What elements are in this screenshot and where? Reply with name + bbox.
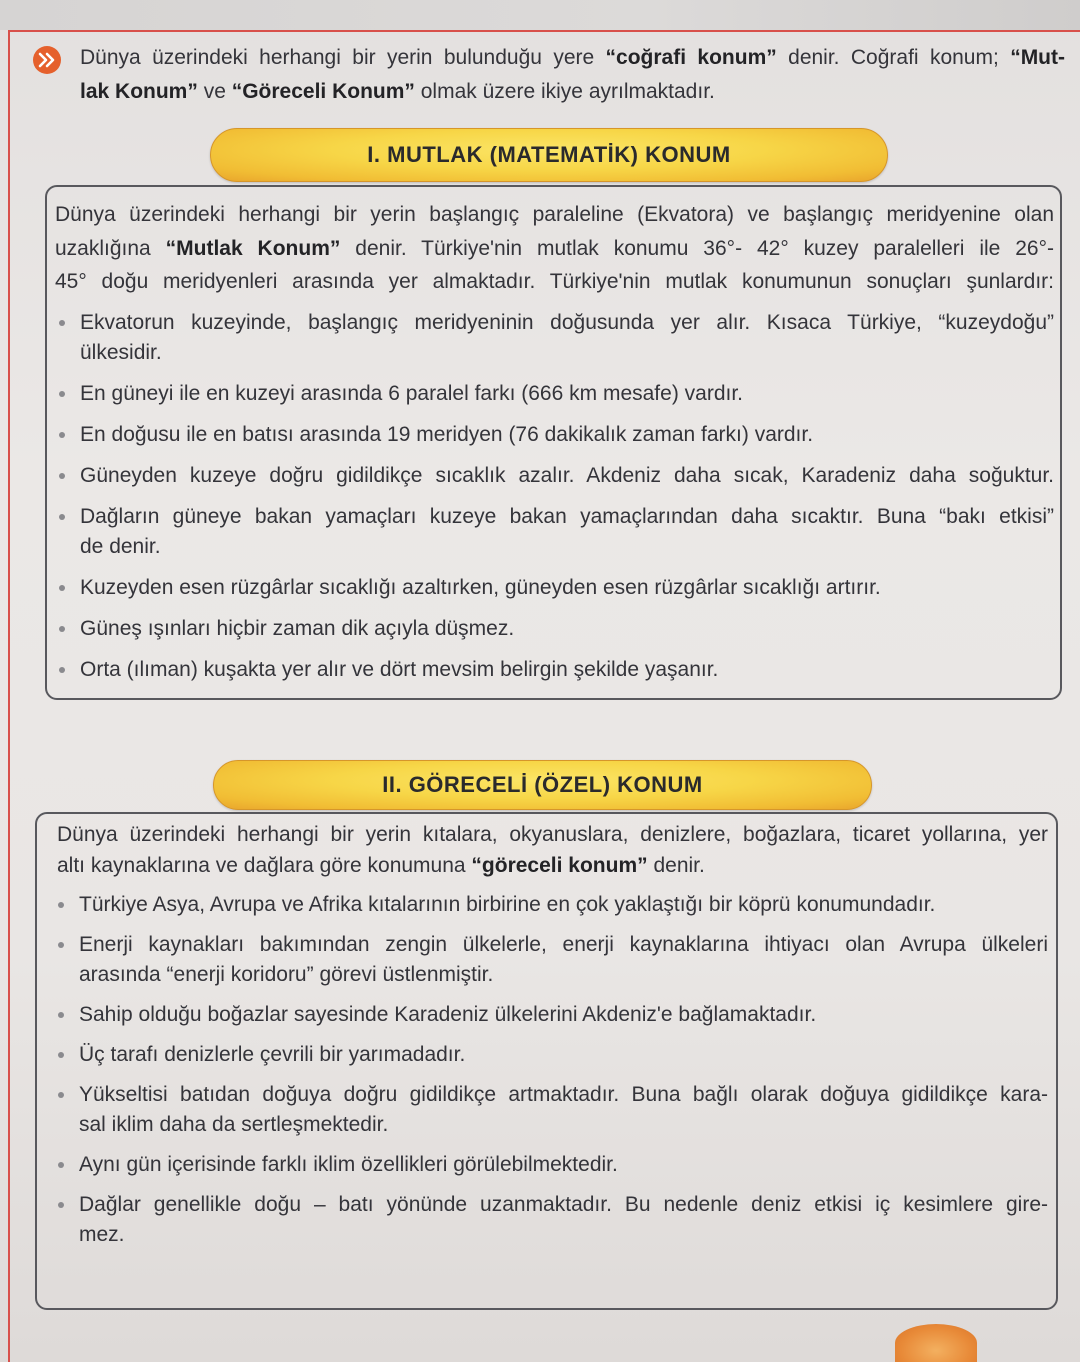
bullet-item (55, 379, 1054, 409)
bullet-item (55, 308, 1054, 368)
bullet-line: ülkesidir. (80, 340, 162, 364)
bullet-line: de denir. (80, 534, 161, 558)
bullet-line: Güneş ışınları hiçbir zaman dik açıyla düşmez. (80, 616, 515, 640)
bold-term: lak Konum” (80, 80, 198, 103)
bullet-dot (59, 320, 65, 326)
bullet-line: Güneyden kuzeye doğru gidildikçe sıcaklık azalır. Akdeniz daha sıcak, Karadeniz daha soğuktur. (80, 463, 1054, 487)
bullet-dot (59, 514, 65, 520)
bullet-item (55, 461, 1054, 491)
bullet-list (57, 890, 1048, 1250)
bullet-item (57, 1040, 1048, 1070)
bullet-dot (58, 1202, 64, 1208)
bold-term: “göreceli konum” (471, 854, 648, 877)
bullet-line: Orta (ılıman) kuşakta yer alır ve dört mevsim belirgin şekilde yaşanır. (80, 657, 719, 681)
double-chevron-right-icon-graphic (32, 45, 62, 75)
section-heading-text: I. MUTLAK (MATEMATİK) KONUM (367, 142, 731, 167)
bullet-dot (58, 942, 64, 948)
text-run: denir. (647, 854, 705, 877)
bullet-dot (59, 585, 65, 591)
bullet-item (55, 502, 1054, 562)
bullet-line: En güneyi ile en kuzeyi arasında 6 paralel farkı (666 km mesafe) vardır. (80, 381, 743, 405)
bullet-line: Ekvatorun kuzeyinde, başlangıç meridyeninin doğusunda yer alır. Kısaca Türkiye, “kuzeydoğu” (80, 310, 1054, 334)
bullet-dot (59, 473, 65, 479)
section-heading-absolute (210, 128, 888, 182)
bullet-line: Üç tarafı denizlerle çevrili bir yarımadadır. (79, 1043, 466, 1066)
thumb-overlay (895, 1324, 977, 1362)
text-run: Dünya üzerindeki herhangi bir yerin kıtalara, okyanuslara, denizlere, boğazlara, ticaret yollarına, yer (57, 823, 1048, 846)
bullet-item (55, 655, 1054, 685)
text-run: 45° doğu meridyenleri arasında yer almaktadır. Türkiye'nin mutlak konumunun sonuçları şunlardır: (55, 270, 1054, 293)
bold-term: “Göreceli Konum” (231, 80, 415, 103)
paragraph-line (55, 198, 1054, 232)
bullet-line: mez. (79, 1223, 125, 1246)
bullet-item (55, 573, 1054, 603)
bullet-item (55, 420, 1054, 450)
bullet-line: Türkiye Asya, Avrupa ve Afrika kıtalarının birbirine en çok yaklaştığı bir köprü konumundadır. (79, 893, 936, 916)
relative-location-box (35, 812, 1058, 1310)
bullet-line: Enerji kaynakları bakımından zengin ülkelerle, enerji kaynaklarına ihtiyacı olan Avrupa ülkeleri (79, 933, 1048, 956)
bullet-dot (59, 626, 65, 632)
text-run: denir. Coğrafi konum; (776, 46, 1011, 69)
bullet-item (57, 930, 1048, 990)
intro-line (80, 75, 1065, 109)
bullet-line: Dağlar genellikle doğu – batı yönünde uzanmaktadır. Bu nedenle deniz etkisi iç kesimlere gire- (79, 1193, 1048, 1216)
bullet-line: arasında “enerji koridoru” görevi üstlenmiştir. (79, 963, 494, 986)
text-run: altı kaynaklarına ve dağlara göre konumuna (57, 854, 472, 877)
paragraph-line (57, 850, 1048, 881)
bullet-dot (59, 667, 65, 673)
text-run: Dünya üzerindeki herhangi bir yerin bulunduğu yere (80, 46, 606, 69)
bold-term: “coğrafi konum” (605, 46, 777, 69)
bullet-dot (58, 902, 64, 908)
bullet-line: sal iklim daha da sertleşmektedir. (79, 1113, 389, 1136)
bullet-line: Dağların güneye bakan yamaçları kuzeye bakan yamaçlarından daha sıcaktır. Buna “bakı etkisi” (80, 504, 1054, 528)
bullet-list (55, 308, 1054, 685)
definition-paragraph (57, 819, 1048, 881)
bullet-item (57, 890, 1048, 920)
page-top-margin (0, 0, 1080, 30)
paragraph-line (55, 232, 1054, 266)
section-heading-text: II. GÖRECELİ (ÖZEL) KONUM (382, 772, 703, 797)
text-run: ve (197, 80, 232, 103)
bullet-item (57, 1150, 1048, 1180)
double-chevron-right-icon (32, 45, 62, 75)
bold-term: “Mutlak Konum” (165, 236, 341, 260)
bullet-line: Kuzeyden esen rüzgârlar sıcaklığı azaltırken, güneyden esen rüzgârlar sıcaklığı artırır. (80, 575, 881, 599)
bullet-line: Sahip olduğu boğazlar sayesinde Karadeniz ülkelerini Akdeniz'e bağlamaktadır. (79, 1003, 817, 1026)
absolute-location-box (45, 185, 1062, 700)
intro-paragraph (80, 41, 1065, 109)
bullet-line: Aynı gün içerisinde farklı iklim özellikleri görülebilmektedir. (79, 1153, 618, 1176)
bullet-item (57, 1080, 1048, 1140)
paragraph-line (57, 819, 1048, 850)
bold-term: “Mut- (1010, 46, 1065, 69)
bullet-dot (59, 391, 65, 397)
bullet-dot (58, 1052, 64, 1058)
text-run: denir. Türkiye'nin mutlak konumu 36°- 42° kuzey paralelleri ile 26°- (340, 236, 1054, 260)
text-run: uzaklığına (55, 236, 166, 260)
text-run: Dünya üzerindeki herhangi bir yerin başlangıç paraleline (Ekvatora) ve başlangıç meridyenine olan (55, 203, 1054, 226)
paragraph-line (55, 265, 1054, 299)
bullet-dot (58, 1162, 64, 1168)
bullet-item (55, 614, 1054, 644)
bullet-item (57, 1000, 1048, 1030)
bullet-item (57, 1190, 1048, 1250)
definition-paragraph (55, 198, 1054, 299)
bullet-line: Yükseltisi batıdan doğuya doğru gidildikçe artmaktadır. Buna bağlı olarak doğuya gidildikçe kara- (79, 1083, 1048, 1106)
intro-line (80, 41, 1065, 75)
bullet-dot (58, 1012, 64, 1018)
bullet-dot (58, 1092, 64, 1098)
section-heading-relative (213, 760, 872, 810)
text-run: olmak üzere ikiye ayrılmaktadır. (414, 80, 715, 103)
bullet-line: En doğusu ile en batısı arasında 19 meridyen (76 dakikalık zaman farkı) vardır. (80, 422, 814, 446)
bullet-dot (59, 432, 65, 438)
